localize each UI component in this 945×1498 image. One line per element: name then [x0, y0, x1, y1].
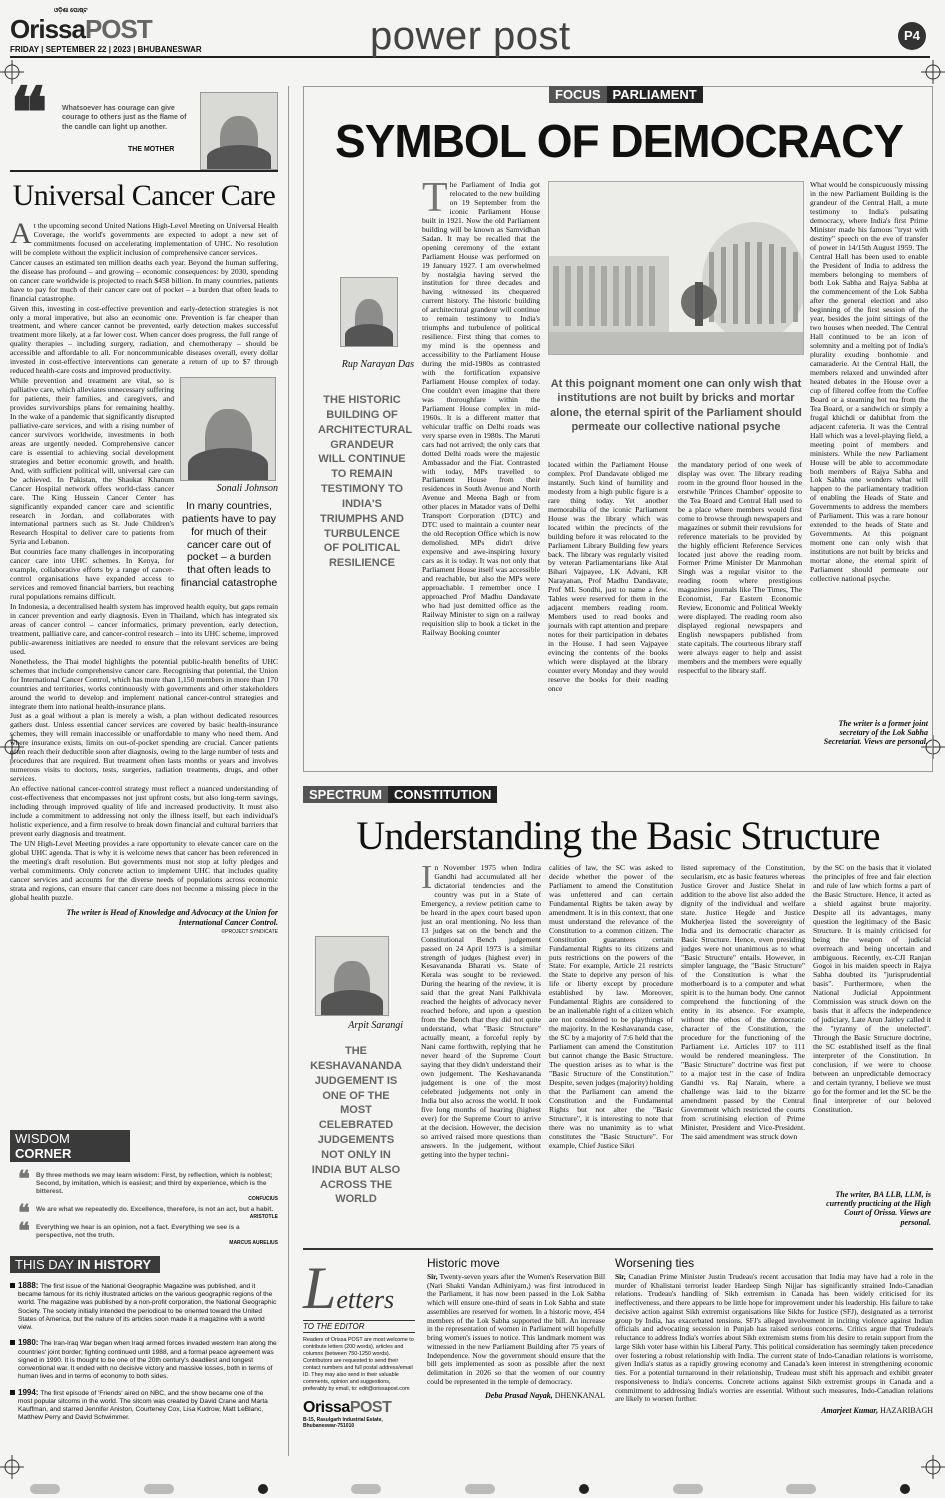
color-swatch [465, 1484, 495, 1494]
democracy-col2 [548, 461, 668, 767]
masthead-kicker: ଓଡ଼ିଶା ପୋଷ୍ଟ [54, 8, 88, 14]
basic-col4 [813, 864, 931, 1164]
tag-parliament: PARLIAMENT [607, 86, 703, 103]
cancer-p4: While prevention and treatment are vital, so is palliative care, which alleviates unnecessary suffering for patients, their families, and caregivers, and provides survivorships plans for remaining healthy. In the wake of a pandemic that significantly disrupted palliative-care services, and with a rising number of cancer survivors worldwide, investments in both areas are urgently needed. Comprehensive cancer care is essential to achieving social development strategies and better economic growth, and health. And, with sufficient political will, universal care can be achieved. In Pakistan, the Shaukat Khanum Cancer Hospital network offers world-class cancer care. The King Hussein Cancer Center has significantly expanded cancer care and scientific research in Jordan, and collaborates with international partners such as St. Jude Children's Research Hospital to deliver care to patients from Syria and Lebanon. [10, 376, 174, 547]
history-entry [18, 1338, 278, 1381]
page-number [898, 22, 926, 50]
democracy-col1 [422, 181, 540, 766]
democracy-col2-text: located within the Parliament House complex. Prof Dandavate obliged me instantly. Such kind of humility and modesty from a high public figure is a rare thing today. Yet another memorabilia of the iconic Parliament House was the library which was located within the precincts of the building before it was relocated to the Parliament Library Building few years back. The library was regularly visited by veteran Parliamentarians like Atal Bihari Vajpayee, LK Advani, KR Narayanan, Prof Madhu Dandavate, Prof ML Sondhi, just to name a few. Tables were reserved for them in the adjacent members reading room. Members used to read books and journals with rapt attention and prepare notes for their participation in debates in the House. I had seen Vajpayee evincing the contents of the books which were displayed at the library counter every Monday and they would reserve the books for their reading once [548, 461, 668, 693]
bullet-icon [10, 1283, 15, 1288]
letters-logo-post: POST [349, 1399, 392, 1417]
letter-heading: Historic move [427, 1256, 500, 1270]
color-swatch [579, 1484, 589, 1494]
quote-text: Whatsoever has courage can give courage to others just as the flame of the candle can light up another. [62, 105, 187, 131]
letters-section [303, 1248, 933, 1458]
letters-title-rest: etters [336, 1285, 395, 1314]
color-swatch [786, 1484, 816, 1494]
cancer-body-mid [10, 377, 278, 602]
democracy-title: SYMBOL OF DEMOCRACY [335, 115, 903, 167]
cancer-p2: Cancer causes an estimated ten million deaths each year. Beyond the human suffering, the disease has profound – and growing – economic consequences: by 2030, spending on cancer care worldwide is projected to reach $458 billion. In many countries, patients have to pay for much of their cancer care out of pocket – a burden that often leads to financial catastrophe. [10, 257, 278, 303]
letters-title [303, 1255, 415, 1321]
parliament-building-illustration [549, 182, 804, 355]
wisdom-author: MARCUS AURELIUS [229, 1240, 278, 1246]
history-heading-b: IN HISTORY [77, 1257, 152, 1272]
arpit-sarangi-portrait [315, 936, 389, 1016]
masthead [10, 8, 930, 58]
basic-dropcap: I [421, 864, 433, 896]
letter-text: Canadian Prime Minister Justin Trudeau's recent accusation that India may have had a role in the murder of Khalistani terrorist leader Hardeep Singh Nijjar has significantly strained Indo-Canadian relations. Trudeau's handling of Sikh extremism in Canada has been widely criticised for its ineffectiveness, and there appears to be little hope for improvement under his leadership. His failure to take decisive action against Sikh extremist organisations like Sikhs for Justice (SFJ), designated as a terrorist group by India, has exacerbated tensions. SFJ's alleged involvement in inciting violence against Indian officials and advocating secession in Punjab has raised serious concerns. Critics argue that Trudeau's reluctance to address India's worries about Sikh extremism stems from his desire to retain support from the large Sikh voter base within his Liberal Party. This political consideration has seemingly taken precedence over fostering a robust relationship with India. The current state of Indo-Canadian relations is worrisome, given India's status as a rapidly growing economy and Canada's keen interest in strengthening economic ties. For a potential turnaround in their relationship, Trudeau must shift his approach and exhibit greater responsiveness to India's concerns. Concrete actions against Sikh extremist groups in Canada and a commitment to addressing India's worries are essential. Without such measures, Indo-Canadian relations are likely to worsen further. [615, 1272, 933, 1404]
basic-title: Understanding the Basic Structure [356, 813, 880, 858]
quote-mark-icon: ❝ [18, 1200, 30, 1225]
letter-signature [427, 1391, 605, 1400]
cancer-author-name: Sonali Johnson [216, 483, 278, 495]
history-text: The first episode of 'Friends' aired on NBC, and the show became one of the most popular sitcoms in the world. The sitcom was created by David Crane and Marta Kauffman, and starred Jennifer Aniston, Courteney Cox, Lisa Kudrow, Matt LeBlanc, Matthew Perry and David Schwimmer. [18, 1389, 268, 1422]
the-mother-portrait [200, 92, 278, 170]
democracy-pullquote: THE HISTORIC BUILDING OF ARCHITECTURAL GRANDEUR WILL CONTINUE TO REMAIN TESTIMONY TO INDIA'S TRIUMPHS AND TURBULENCE OF POLITICAL RESILIENCE [318, 394, 413, 570]
letter-sign-place: DHENKANAL [554, 1390, 605, 1400]
tag-constitution: CONSTITUTION [388, 786, 498, 803]
quote-mark-icon: ❝ [18, 1218, 30, 1243]
registration-mark-icon [921, 1455, 945, 1479]
bullet-icon [10, 1340, 15, 1345]
letter-salute: Sir, [615, 1272, 626, 1281]
basic-col1 [421, 864, 541, 1232]
democracy-photo-caption: At this poignant moment one can only wish that institutions are not built by bricks and mortar alone, the eternal spirit of the Parliament should permeate our collective national psyche [550, 378, 802, 433]
history-year: 1980: [18, 1338, 39, 1348]
democracy-col3 [678, 461, 802, 767]
democracy-dropcap: T [422, 181, 448, 221]
registration-mark-icon [0, 1455, 24, 1479]
history-entry [18, 1281, 278, 1332]
cancer-p7: Nonetheless, the Thai model highlights the potential public-health benefits of UHC schemes that include comprehensive cancer care. Recognising that potential, the Union for International Cancer Control, which has more than 1,150 members in more than 170 countries and territories, works continuously with governments and other stakeholders around the world to develop and implement national cancer-control strategies and integrate them into national health-insurance plans. [10, 656, 278, 711]
basic-bio: The writer, BA LLB, LLM, is currently practicing at the High Court of Orissa. Views are personal. [826, 1190, 931, 1227]
letter-salute: Sir, [427, 1272, 438, 1281]
cancer-p1: t the upcoming second United Nations High-Level Meeting on Universal Health Coverage, the world's governments are expected to adopt a new set of commitments focused on accelerating implementation of UHC. No resolution will be complete without the explicit inclusion of comprehensive cancer services. [10, 221, 278, 257]
history-text: The Iran-Iraq War began when Iraqi armed forces invaded western Iran along the countries' joint border; fighting continued until 1988, and a formal peace agreement was signed in 1990. It is thought to be one of the 20th century's deadliest and longest conventional war. It ended with no decisive victory and massive losses, both in terms of human lives and in terms of economy to both sides. [18, 1340, 277, 1381]
wisdom-heading-a: WISDOM [15, 1131, 70, 1146]
letter-sign-place: HAZARIBAGH [880, 1406, 933, 1416]
registration-mark-icon [921, 60, 945, 84]
color-swatch [351, 1484, 381, 1494]
wisdom-text: We are what we repeatedly do. Excellence, therefore, is not an act, but a habit. [36, 1206, 274, 1213]
letters-info: Readers of Orissa POST are most welcome to contribute letters (200 words), articles and columns (between 750-1250 words). Contributors are requested to send their contact numbers and full postal address/email ID. They may also send in their valuable comments, opinion and suggestions, preferably by email, to: edit@orissapost.com [303, 1337, 414, 1393]
basic-col4-text: by the SC on the basis that it violated the principles of free and fair election and rule of law which forms a part of the Basic Structure. Hence, it acted as a shield against brute majority. Despite all its advantages, many question the legitimacy of the Basic Structure. It is mainly criticised for being the weapon of judicial overreach and being uncertain and ambiguous. Recently, ex-CJI Ranjan Gogoi in his maiden speech in Rajya Sabha doubted its "jurisprudential basis". Furthermore, when the National Judicial Appointment Commission was struck down on the basis that it affects the independence of judiciary, Late Arun Jaitley called it the "tyranny of the unelected". Through the Basic Structure doctrine, the SC established itself as the final interpreter of the Constitution. In conclusion, if we were to choose between an unpredictable democracy and certain tyranny, I believe we must go for the former and let the SC be the final interpreter of our beloved Constitution. [813, 864, 931, 1114]
color-swatch [258, 1484, 268, 1494]
wisdom-text: Everything we hear is an opinion, not a fact. Everything we see is a perspective, not the truth. [36, 1224, 240, 1239]
history-item [10, 1388, 278, 1423]
section-title: power post [370, 14, 571, 58]
democracy-col3-text: the mandatory period of one week of display was over. The library reading room in the ground floor housed in the erstwhile 'Princes Chamber' opposite to the Tea Board and Central Hall used to be a place where members would first come to browse through newspapers and magazines or submit their revulsions for reference materials to be provided by the highly efficient Reference Services located just above the reading room. Former Prime Minister Dr Manmohan Singh was a regular visitor to the reading room where prestigious magazines journals like The Times, The Economist, Far Eastern Economic Review, Economic and Political Weekly were displayed. The reading room also displayed regional newspapers and English newspapers published from state capitals. The courteous library staff were always eager to help and assist members and the members were equally respectful to the library staff. [678, 461, 802, 675]
letters-masthead [303, 1255, 415, 1458]
basic-col3-text: listed supremacy of the Constitution, secularism, etc as basic features whereas Justice Grover and Justice Shelat in addition to the above list also added the dignity of the individual and welfare state. Justice Hegde and Justice Mukherjea listed the sovereignty of India and its democratic character as Basic Structure. Hence, even presiding judges were not unanimous as to what "Basic Structure" entails. However, in simpler language, the "Basic Structure" of the Constitution is what the motherboard is to a computer and what spirit is to the human body. One cannot comprehend the functioning of the entity in its absence. For example, without the ethos of the democratic character of the Constitution, the procedure for the functioning of the Parliament i.e. Articles 107 to 111 would be rendered meaningless. The "Basic Structure" doctrine was first put to a major test in the case of Indira Gandhi vs. Raj Narain, where a challenge was laid to the bizarre amendment passed by the Central Government which restricted the courts from scrutinising election of Prime Minister, President and Vice-President. The said amendment was struck down [681, 864, 805, 1141]
bullet-icon [10, 1390, 15, 1395]
cancer-p5: But countries face many challenges in incorporating cancer care into UHC schemes. In Kenya, for example, collaborative efforts by a range of cancer-control organisations have expanded access to services and removed financial barriers, but reaching rural populations remains difficult. [10, 547, 174, 602]
history-entry [18, 1388, 278, 1423]
democracy-col4-text: What would be conspicuously missing in the new Parliament Building is the grandeur of the Central Hall, a mute testimony to India's pulsating democracy, where India's first Prime Minister made his famous "tryst with destiny" speech on the eve of transfer of power in 14/15th August 1959. The Central Hall has been used to enable the President of India to address the members belonging to members of both Lok Sabha and Rajya Sabha at the commencement of the Lok Sabha after the general election and also beginning of the first session of the year, besides the joint sittings of the two houses when needed. The Central Hall continued to be an icon of solemnity and a melting pot of India's plurality exuding bonhomie and camaraderie. At the Central Hall, the members relaxed and unwinded after heated debates in the House over a cup of filtered coffee from the Coffee Board or a steaming hot tea from the Tea Board, or a sandwich or simply a frugal khichdi or dahibhat from the adjacent cafeteria. It was the Central Hall which was a level-playing field, a meeting point of members and ministers. While the new Parliament House will be able to accommodate both members of Rajya Sabha and Lok Sabha one wonders what will happen to the parliamentary tradition of enabling the Heads of State and Governments to address the members of Parliament. This was a rare honour extended to the heads of State and Governments. At this poignant moment one can only wish that institutions are not built by bricks and mortar alone, the eternal spirit of Parliament should permeate our collective national psyche. [810, 181, 928, 583]
history-year: 1994: [18, 1387, 39, 1397]
column-divider [288, 86, 289, 1456]
letters-logo-orissa: Orissa [303, 1399, 350, 1417]
basic-col3 [681, 864, 805, 1232]
cancer-p10: The UN High-Level Meeting provides a rare opportunity to elevate cancer care on the global UHC agenda. That is why it is welcome news that cancer has been referenced in the meeting's draft resolution. But governments must not stop at lofty pledges and verbal commitments. Only concrete action to implement UHC that includes quality cancer services and accounts for the diverse needs of populations across economic strata and regions, can ensure that cancer care does not become a missing piece in the global health puzzle. [10, 838, 278, 902]
logo-post: POST [84, 14, 152, 44]
cancer-title: Universal Cancer Care [12, 179, 276, 212]
tag-spectrum: SPECTRUM [303, 786, 388, 803]
history-heading-a: THIS DAY [15, 1257, 74, 1272]
rup-narayan-das-portrait [340, 277, 398, 347]
print-color-bar [30, 1484, 910, 1494]
democracy-bio: The writer is a former joint secretary of the Lok Sabha Secretariat. Views are personal. [823, 719, 928, 747]
wisdom-corner [10, 1130, 278, 1246]
letter-sign-name: Amarjeet Kumar, [821, 1406, 879, 1416]
cancer-bio: The writer is Head of Knowledge and Advocacy at the Union for International Cancer Control. [66, 908, 278, 928]
color-swatch [673, 1484, 703, 1494]
wisdom-author: CONFUCIUS [248, 1196, 278, 1202]
letter-signature [615, 1406, 933, 1415]
democracy-tags [549, 86, 703, 104]
quote-mark-icon: ❝ [10, 76, 48, 153]
cancer-p3: Given this, investing in cost-effective prevention and early-detection strategies is not only a moral imperative, but also an economic one. Prevention is far cheaper than treatment, and where cancer cannot be prevented, early detection makes successful treatment more likely, at a far lower cost. When cancer does progress, the full range of quality therapies – including surgery, radiation, and chemotherapy – should be accessible and affordable to all. For noncommunicable diseases overall, every dollar invested in cost-effective interventions can generate a return of up to $7 through reduced health-care costs and improved productivity. [10, 303, 278, 376]
history-year: 1888: [18, 1281, 39, 1290]
cancer-article [10, 178, 278, 1118]
history-text: The first issue of the National Geographic Magazine was published, and it became famous for its richly illustrated articles on the various geographic regions of the world. The magazine was published by a non-profit corporation, the National Geographic Society. The society initially intended the periodical to be oriented toward the United States of America, but the nature of its articles soon made it a magazine with a world view. [18, 1283, 277, 1332]
basic-tags [303, 786, 497, 804]
letters-logo [303, 1399, 415, 1417]
letters-subtitle: TO THE EDITOR [303, 1320, 415, 1333]
basic-author-name: Arpit Sarangi [348, 1020, 403, 1031]
cancer-body-bottom [10, 603, 278, 902]
basic-col2 [549, 864, 673, 1232]
cancer-body-top [10, 217, 278, 376]
quote-author: THE MOTHER [128, 146, 175, 153]
history-heading [10, 1256, 160, 1273]
letter-heading: Worsening ties [615, 1256, 695, 1270]
cancer-dropcap: A [10, 217, 32, 250]
democracy-col1-text: he Parliament of India got relocated to the new building on 19 September from the iconic Parliament House built in 1921. Now the old Parliament building will be known as Samvidhan Sadan. It may be recalled that the opening ceremony of the extant Parliament House was performed on 19 January 1927. I am overwhelmed by nostalgia having served the institution for three decades and having witnessed its chequered current history. The historic building of architectural grandeur will continue to remain testimony to India's triumphs and turbulence of political resilience. First thing that comes to my mind is the openness and accessibility to the Parliament House during the mid-1980s as contrasted with the fortification expansive Parliament House complex of today. One couldn't even imagine that there was thoroughfare within the Parliament House complex in mid-1960s. It is a different matter that vehicular traffic on Delhi roads was very sparse even in 1980s. The Maruti cars had not arrived; the only cars that dotted Delhi roads were the majestic Ambassador and the Fiat. Contrasted with today, MPs travelled to Parliament House from their residences in South Avenue and North Avenue and Meena Bagh or from other places in Matador vans of Delhi Transport Corporation (DTC) and DTC used to maintain a counter near the old Reception Office which is now demolished. MPs didn't drive expensive and awe-inspiring luxury cars as it is today. It was not only that Parliament House itself was accessible and reachable, but also the MPs were approachable. I remember once I approached Prof Madhu Dandavate who had just demitted office as the Railway Minister to sign on a railway requisition slip to book a ticket in the Railway Booking counter [422, 181, 540, 637]
wisdom-item [10, 1200, 278, 1225]
basic-col2-text: calities of law, the SC was asked to decide whether the power of the Parliament to amend the Constitution was unfettered and can certain Fundamental Rights be taken away by amendment. It is in this context, that one must understand the relevance of the Constitution to a common citizen. The Constitution guarantees certain Fundamental Rights to its citizens and puts restrictions on the powers of the State. For example, Article 21 restricts the State to deprive any person of his life or liberty except by procedure established by law. Moreover, Fundamental Rights are considered to be an inalienable right of a citizen which are not considered to be playthings of the majority. In the Keshavananda case, the SC by a majority of 7:6 held that the Parliament can amend the Constitution but cannot change the Basic Structure. The question arises as to what is the "Basic Structure of the Constitution." Despite, seven judges (majority) holding that the Parliament can amend the Constitution and the Fundamental Rights but not alter the "Basic Structure", it is interesting to note that there was no unanimity as to what constitutes the "Basic Structure". For example, Chief Justice Sikri [549, 864, 673, 1150]
wisdom-heading [10, 1130, 130, 1162]
sonali-johnson-portrait [180, 377, 276, 481]
wisdom-item [10, 1166, 278, 1202]
quote-mark-icon: ❝ [18, 1166, 30, 1191]
wisdom-item [10, 1218, 278, 1246]
democracy-col4 [810, 181, 928, 726]
cancer-p8: Just as a goal without a plan is merely a wish, a plan without dedicated resources gathers dust. Unless essential cancer services are covered by basic health-insurance schemes, they will remain inaccessible or unaffordable to many who need them. And where insurance exists, limits on out-of-pocket spending are crucial. Cancer patients often reach their deductible soon after diagnosis, owing to the large number of tests and procedures that are required. But treatment often lasts months or years and involves numerous visits to doctors, tests, surgeries, radiation treatments, drugs, and other services. [10, 711, 278, 784]
dateline: FRIDAY | SEPTEMBER 22 | 2023 | BHUBANESWAR [10, 45, 202, 54]
letter-sign-name: Deba Prasad Nayak, [485, 1390, 553, 1400]
wisdom-author: ARISTOTLE [249, 1214, 278, 1220]
wisdom-text: By three methods we may learn wisdom: First, by reflection, which is noblest; Second, by imitation, which is easiest; and third by experience, which is the bitterest. [36, 1172, 273, 1195]
basic-col1-text: n November 1975 when Indira Gandhi had accumulated all her dictatorial tendencies and the country was put in a State of Emergency, a review petition came to be heard in the apex court based upon just an oral mentioning. No less than 13 judges sat on the bench and the Constitutional Bench judgement passed on 24 April 1973 is a similar strength of judges (highest ever) in Kesavananda Bharati vs. State of Kerala was sought to be reviewed. During the hearing of the review, it is said that the great Nani Palkhivala reached the heights of advocacy never reached before, and upon a question from the Bench that they did not quite understand, what "Basic Structure" actually meant, a forceful reply by Nani came forthwith, replying that he never heard of the Supreme Court saying that they didn't understand their own judgement. The Keshavananda judgement is one of the most celebrated judgements not only in India but also across the world. It took five long months of hearing (highest ever) for the Supreme Court to arrive at the decision. However, the decision so arrived raised more questions than answers. In the judgement, without getting into the hyper techni- [421, 864, 541, 1159]
quote-box [10, 76, 278, 172]
history-item [10, 1281, 278, 1332]
tag-focus: FOCUS [549, 86, 607, 103]
basic-pullquote: THE KESHAVANANDA JUDGEMENT IS ONE OF THE MOST CELEBRATED JUDGEMENTS NOT ONLY IN INDIA BUT ALSO ACROSS THE WORLD [310, 1045, 402, 1206]
color-swatch [144, 1484, 174, 1494]
letters-address: B-15, Rasulgarh Industrial Estate, Bhubaneswar-751010 [303, 1417, 383, 1430]
this-day-in-history [10, 1256, 278, 1456]
basic-structure-article [303, 786, 933, 1236]
letters-title-l: L [303, 1255, 337, 1321]
color-swatch [900, 1484, 910, 1494]
democracy-article [303, 86, 933, 772]
cancer-pullquote: In many countries, patients have to pay for much of their cancer care out of pocket – a burden that often leads to financial catastrophe [180, 500, 278, 589]
page-number-label: P4 [904, 28, 920, 43]
cancer-p6: In Indonesia, a decentralised health system has improved health equity, but gaps remain in cancer prevention and early diagnosis. Even in Thailand, which has integrated six areas of cancer control – cancer informatics, primary prevention, early detection, treatment, palliative care, and cancer-control research – into its UHC scheme, improved public-awareness initiatives are needed to ensure that the relevant services are being used. [10, 602, 278, 656]
letter-item [427, 1256, 605, 1456]
parliament-photo [548, 181, 804, 355]
democracy-author-name: Rup Narayan Das [341, 359, 414, 370]
cancer-credit: ©PROJECT SYNDICATE [221, 928, 278, 935]
color-swatch [30, 1484, 60, 1494]
logo-orissa: Orissa [10, 14, 85, 44]
masthead-logo [10, 14, 152, 45]
cancer-p9: An effective national cancer-control strategy must reflect a nuanced understanding of cost-effectiveness that encompasses not just upfront costs, but also long-term savings, including through improved quality of life and increased productivity. It must also include a commitment to addressing not only the illness itself, but each individual's holistic experience, and a firm resolve to break down financial and cultural barriers that prevent early diagnosis and treatment. [10, 784, 278, 838]
wisdom-heading-b: CORNER [15, 1146, 72, 1161]
letter-text: Twenty-seven years after the Women's Reservation Bill (Nari Shakti Vandan Adhiniyam,) was first introduced in the Parliament, it has now been passed in the Lok Sabha which will ensure one-third of seats in Lok Sabha and state assemblies are reserved for women. In a historic move, 454 members of the Lok Sabha supported the bill. An increase in the representation of women in Parliament will hopefully bring women's issues to notice. This landmark moment was witnessed in the new Parliament Building after 75 years of Independence. Now the government should ensure that the bill gets implemented as soon as possible after the next delimitation in 2026 so that the women of our country could be represented in the temple of democracy. [427, 1272, 606, 1386]
letter-item [615, 1256, 933, 1456]
history-item [10, 1338, 278, 1381]
